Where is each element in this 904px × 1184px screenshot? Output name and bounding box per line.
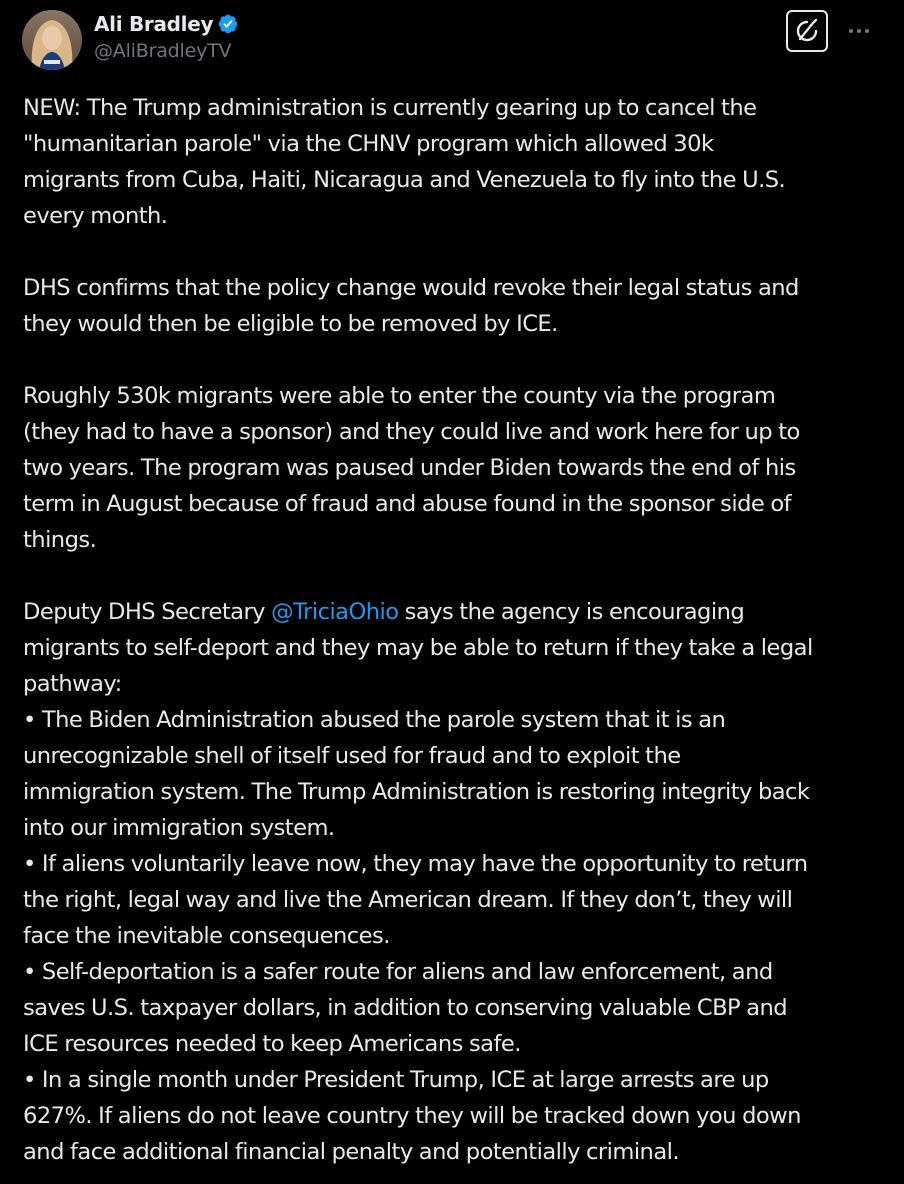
text-line: saves U.S. taxpayer dollars, in addition to conserving valuable CBP and xyxy=(23,995,788,1021)
text-line: 627%. If aliens do not leave country they will be tracked down you down xyxy=(23,1103,801,1129)
mention-link[interactable]: @TriciaOhio xyxy=(271,599,399,625)
verified-badge-icon[interactable] xyxy=(217,13,239,35)
text-line: two years. The program was paused under Biden towards the end of his xyxy=(23,455,796,481)
text-line: face the inevitable consequences. xyxy=(23,923,390,949)
text-line: • If aliens voluntarily leave now, they may have the opportunity to return xyxy=(23,851,808,877)
text-line: NEW: The Trump administration is currently gearing up to cancel the xyxy=(23,95,757,121)
name-row xyxy=(94,10,239,38)
author-block xyxy=(94,10,239,62)
text-segment: Deputy DHS Secretary xyxy=(23,599,272,625)
paragraph-gap xyxy=(23,558,893,594)
text-line: ICE resources needed to keep Americans safe. xyxy=(23,1031,521,1057)
grok-icon xyxy=(793,17,821,45)
more-options-button[interactable] xyxy=(842,14,876,48)
text-line: DHS confirms that the policy change would revoke their legal status and xyxy=(23,275,799,301)
text-line: migrants to self-deport and they may be able to return if they take a legal xyxy=(23,635,813,661)
avatar-image xyxy=(22,10,82,70)
grok-button[interactable] xyxy=(786,10,828,52)
text-segment: says the agency is encouraging xyxy=(398,599,745,625)
text-line: "humanitarian parole" via the CHNV program which allowed 30k xyxy=(23,131,714,157)
text-line: things. xyxy=(23,527,97,553)
display-name[interactable]: Ali Bradley xyxy=(94,12,214,36)
text-line xyxy=(23,594,893,630)
text-line: • In a single month under President Trump, ICE at large arrests are up xyxy=(23,1067,769,1093)
text-line: and face additional financial penalty and potentially criminal. xyxy=(23,1139,679,1165)
text-line: every month. xyxy=(23,203,168,229)
text-line: they would then be eligible to be removed by ICE. xyxy=(23,311,558,337)
text-line: immigration system. The Trump Administration is restoring integrity back xyxy=(23,779,810,805)
paragraph-gap xyxy=(23,342,893,378)
text-line: Roughly 530k migrants were able to enter the county via the program xyxy=(23,383,776,409)
paragraph-gap xyxy=(23,234,893,270)
tweet-text xyxy=(23,90,893,1170)
more-dots-icon xyxy=(848,28,870,34)
text-line: term in August because of fraud and abuse found in the sponsor side of xyxy=(23,491,792,517)
text-line: pathway: xyxy=(23,671,122,697)
text-line: (they had to have a sponsor) and they could live and work here for up to xyxy=(23,419,800,445)
text-line: the right, legal way and live the American dream. If they don’t, they will xyxy=(23,887,793,913)
text-line: migrants from Cuba, Haiti, Nicaragua and Venezuela to fly into the U.S. xyxy=(23,167,786,193)
text-line: into our immigration system. xyxy=(23,815,335,841)
handle[interactable]: @AliBradleyTV xyxy=(94,40,232,62)
text-line: unrecognizable shell of itself used for fraud and to exploit the xyxy=(23,743,681,769)
text-line: • Self-deportation is a safer route for aliens and law enforcement, and xyxy=(23,959,773,985)
text-line: • The Biden Administration abused the parole system that it is an xyxy=(23,707,726,733)
avatar[interactable] xyxy=(22,10,82,70)
